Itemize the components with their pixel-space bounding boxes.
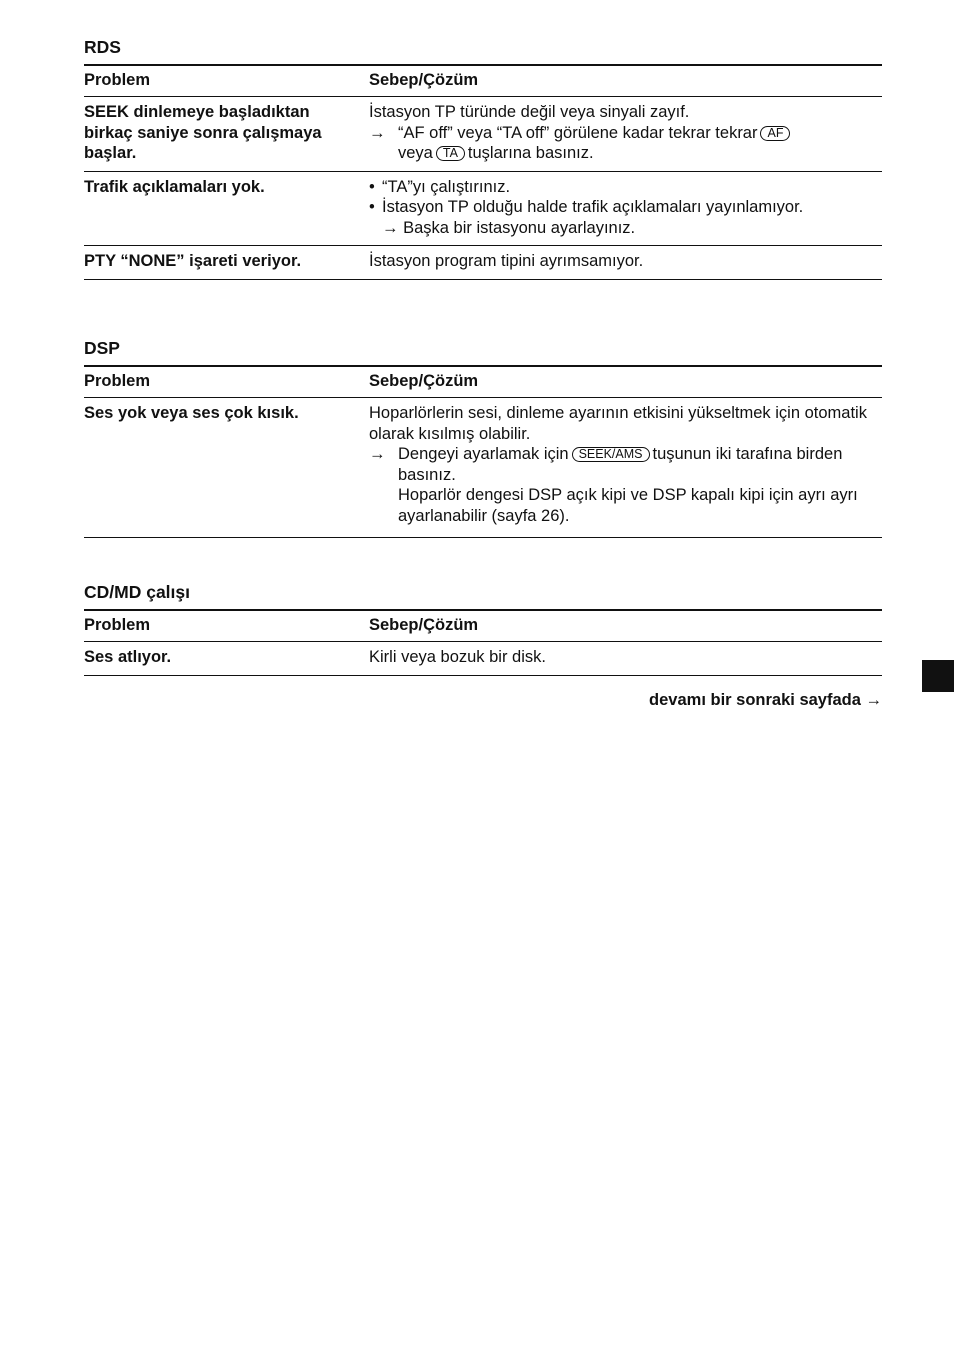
continued-text: devamı bir sonraki sayfada (649, 691, 861, 709)
rds-section (84, 36, 882, 280)
table-header (84, 365, 882, 398)
table-row (84, 97, 882, 172)
af-key-icon: AF (760, 126, 790, 141)
problem-cell: Trafik açıklamaları yok. (84, 177, 265, 196)
solution-text: İstasyon program tipini ayrımsamıyor. (369, 252, 644, 270)
arrow-right-icon: → (865, 691, 882, 709)
sub-step-text: Başka bir istasyonu ayarlayınız. (403, 218, 636, 237)
ta-key-icon: TA (436, 146, 465, 161)
continued-note (649, 689, 882, 711)
header-problem: Problem (84, 372, 151, 390)
arrow-icon: → (369, 445, 386, 463)
table-header (84, 609, 882, 642)
solution-text: İstasyon TP türünde değil veya sinyali zayıf. (369, 103, 690, 121)
page-tab-marker (922, 660, 954, 692)
bullet-sub-step (369, 218, 882, 239)
seek-ams-key-icon: SEEK/AMS (572, 447, 650, 462)
step-text: “AF off” veya “TA off” görülene kadar tekrar tekrar (398, 123, 758, 142)
problem-cell: Ses yok veya ses çok kısık. (84, 404, 299, 422)
solution-cell (369, 647, 882, 668)
solution-cell (369, 403, 882, 526)
bullet-icon: • (369, 177, 375, 196)
bullet-text: İstasyon TP olduğu halde trafik açıklamaları yayınlamıyor. (382, 198, 804, 216)
solution-text: Kirli veya bozuk bir disk. (369, 648, 546, 666)
table-row (84, 642, 882, 676)
problem-cell: SEEK dinlemeye başladıktan birkaç saniye sonra çalışmaya başlar. (84, 103, 322, 162)
bullet-item (369, 197, 882, 218)
solution-cell (369, 102, 882, 164)
table-row (84, 172, 882, 247)
solution-step-text (398, 444, 882, 485)
cdmd-section (84, 581, 882, 676)
section-title-rds: RDS (84, 37, 121, 57)
solution-text: Hoparlörlerin sesi, dinleme ayarının etkisini yükseltmek için otomatik olarak kısılmış olabilir. (369, 404, 867, 443)
bullet-icon: • (369, 198, 375, 216)
header-problem: Problem (84, 616, 151, 634)
table-row (84, 398, 882, 538)
solution-note: Hoparlör dengesi DSP açık kipi ve DSP kapalı kipi için ayrı ayrı ayarlanabilir (sayfa 26). (398, 486, 858, 525)
step-text-2: tuşunun iki tarafına birden basınız. (398, 445, 843, 484)
header-cause: Sebep/Çözüm (369, 372, 479, 390)
step-text-2: veya (398, 144, 433, 162)
section-title-dsp: DSP (84, 338, 120, 358)
table-row (84, 246, 882, 280)
step-text-3: tuşlarına basınız. (467, 144, 594, 162)
solution-step (369, 444, 882, 485)
arrow-icon: → (369, 123, 386, 142)
header-cause: Sebep/Çözüm (369, 71, 479, 89)
solution-cell (369, 177, 882, 239)
problem-cell: PTY “NONE” işareti veriyor. (84, 252, 302, 270)
arrow-icon: → (382, 218, 399, 237)
bullet-text: “TA”yı çalıştırınız. (382, 177, 511, 196)
section-title-cdmd: CD/MD çalışı (84, 582, 190, 602)
problem-cell: Ses atlıyor. (84, 648, 172, 666)
solution-step-text (398, 123, 793, 164)
header-problem: Problem (84, 71, 151, 89)
bullet-item (369, 177, 882, 198)
solution-step (369, 123, 882, 164)
dsp-section (84, 337, 882, 538)
step-text: Dengeyi ayarlamak için (398, 445, 569, 463)
solution-cell (369, 251, 882, 272)
table-header (84, 64, 882, 97)
header-cause: Sebep/Çözüm (369, 616, 479, 634)
